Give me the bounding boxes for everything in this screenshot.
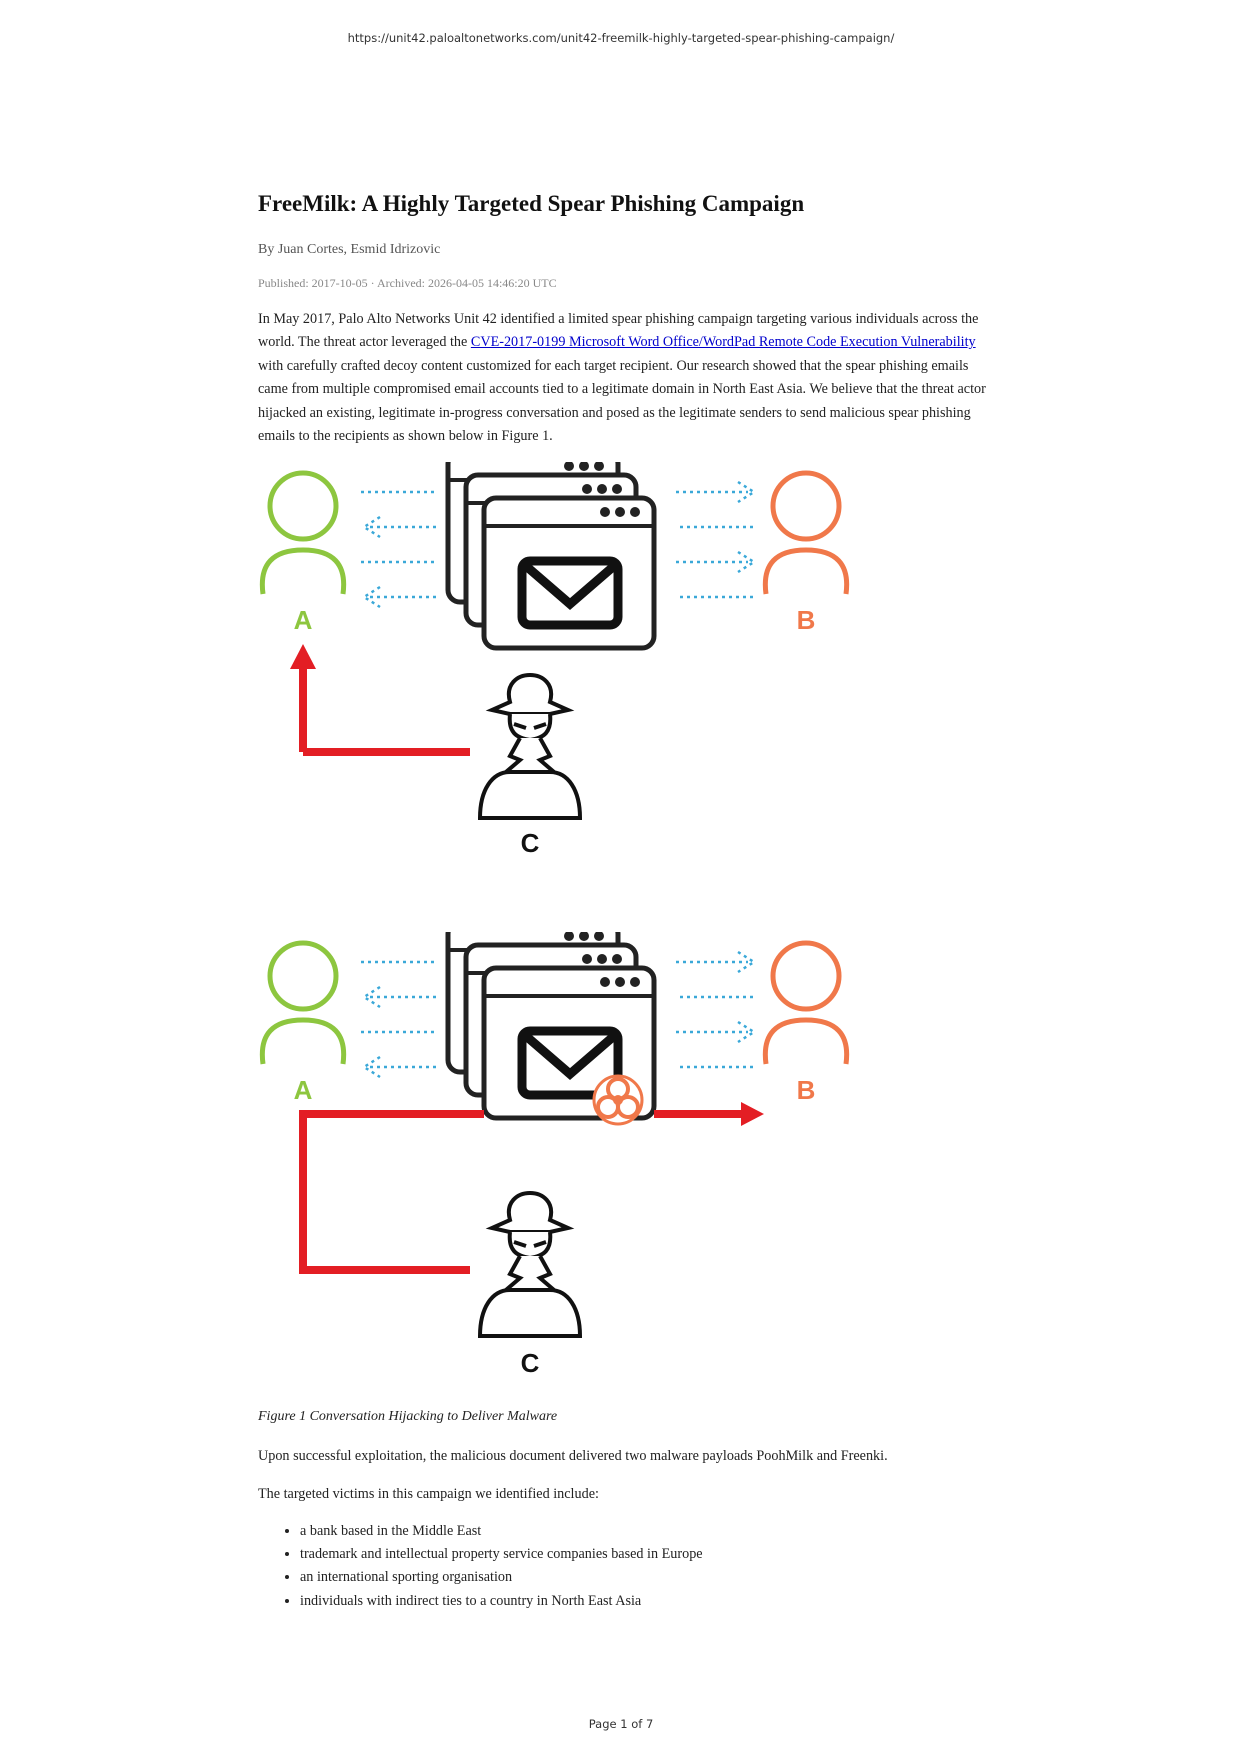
hacker-icon <box>480 1193 580 1336</box>
list-item: • a bank based in the Middle East <box>300 1520 703 1543</box>
person-b-icon <box>765 473 846 594</box>
list-item: • trademark and intellectual property service companies based in Europe <box>300 1543 703 1566</box>
dotted-arrows-left <box>361 492 438 607</box>
figure-diagram-hijacked-conversation <box>258 932 858 1382</box>
label-a: A <box>293 605 313 635</box>
dotted-arrows-left <box>361 962 438 1077</box>
biohazard-icon <box>594 1076 642 1124</box>
victims-list <box>258 1520 703 1613</box>
label-b: B <box>796 605 816 635</box>
page-number: Page 1 of 7 <box>588 1717 654 1731</box>
payload-paragraph: Upon successful exploitation, the malicious document delivered two malware payloads PoohMilk and Freenki. <box>258 1448 888 1464</box>
cve-link[interactable]: CVE-2017-0199 Microsoft Word Office/WordPad Remote Code Execution Vulnerability <box>470 334 976 351</box>
article-title: FreeMilk: A Highly Targeted Spear Phishing Campaign <box>258 191 805 216</box>
article-meta: Published: 2017-10-05 · Archived: 2026-04-05 14:46:20 UTC <box>258 276 557 290</box>
dotted-arrows-right <box>676 952 754 1067</box>
victims-intro-paragraph: The targeted victims in this campaign we identified include: <box>258 1486 599 1502</box>
dotted-arrows-right <box>676 482 754 597</box>
red-arrow-c-to-a <box>290 644 470 752</box>
hacker-icon <box>480 675 580 818</box>
label-c: C <box>520 828 540 858</box>
figure-diagram-legit-conversation <box>258 462 858 862</box>
intro-paragraph <box>258 308 998 448</box>
article-byline: By Juan Cortes, Esmid Idrizovic <box>258 242 441 257</box>
label-c: C <box>520 1348 540 1378</box>
person-a-icon <box>262 943 343 1064</box>
figure-caption: Figure 1 Conversation Hijacking to Deliver Malware <box>258 1409 558 1424</box>
intro-text-1: In May 2017, Palo Alto Networks Unit 42 identified a limited spear phishing campaign targeting various individuals across the world. The threat actor leveraged the <box>258 311 979 351</box>
source-url: https://unit42.paloaltonetworks.com/unit42-freemilk-highly-targeted-spear-phishing-campaign/ <box>347 31 895 45</box>
email-windows-icon <box>448 462 654 648</box>
label-a: A <box>293 1075 313 1105</box>
intro-text-2: with carefully crafted decoy content customized for each target recipient. Our research showed that the spear phishing emails came from multiple compromised email accounts tied to a legitimate domain in North East Asia. We believe that the threat actor hijacked an existing, legitimate in-progress conversation and posed as the legitimate senders to send malicious spear phishing emails to the recipients as shown below in Figure 1. <box>258 357 986 445</box>
list-item: • individuals with indirect ties to a country in North East Asia <box>300 1590 703 1613</box>
list-item: • an international sporting organisation <box>300 1566 703 1589</box>
person-a-icon <box>262 473 343 594</box>
person-b-icon <box>765 943 846 1064</box>
label-b: B <box>796 1075 816 1105</box>
